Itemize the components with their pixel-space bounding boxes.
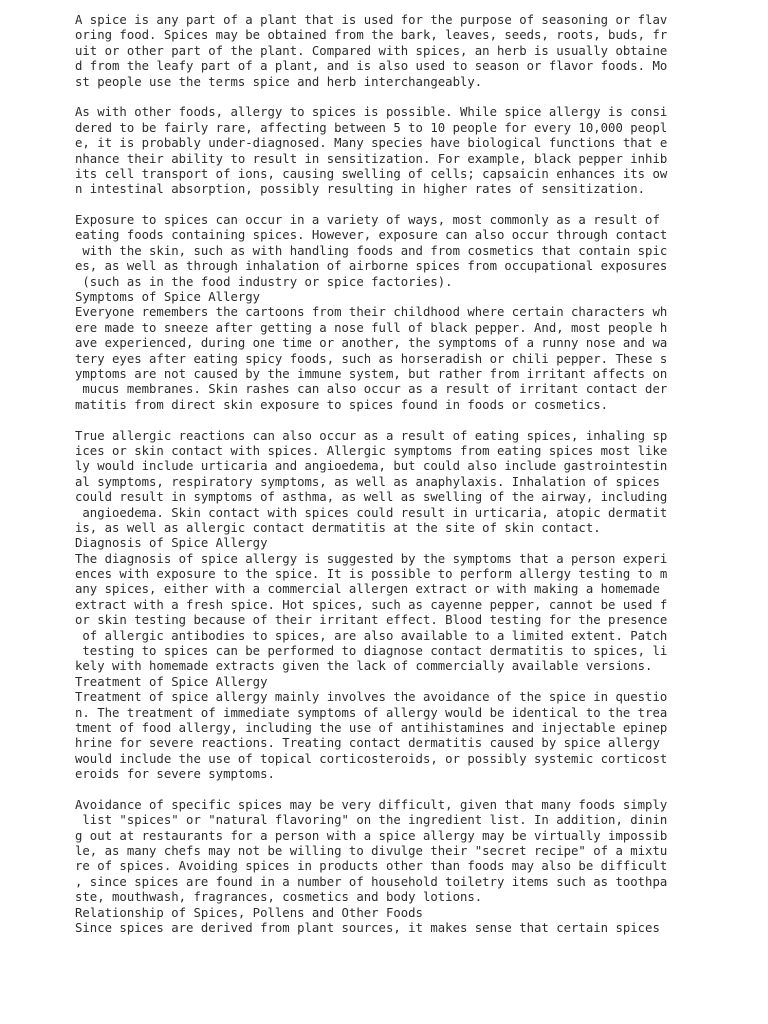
text-line: ere made to sneeze after getting a nose full of black pepper. And, most people h <box>75 320 668 335</box>
text-line: Exposure to spices can occur in a variety of ways, most commonly as a result of <box>75 213 660 228</box>
text-line: Relationship of Spices, Pollens and Other Foods <box>75 905 423 920</box>
text-line: kely with homemade extracts given the lack of commercially available versions. <box>75 659 653 674</box>
text-line: True allergic reactions can also occur as a result of eating spices, inhaling sp <box>75 428 668 443</box>
text-line: testing to spices can be performed to diagnose contact dermatitis to spices, li <box>75 644 668 659</box>
text-line: (such as in the food industry or spice factories). <box>75 274 453 289</box>
text-line: Symptoms of Spice Allergy <box>75 290 261 305</box>
text-line: or skin testing because of their irritant effect. Blood testing for the presence <box>75 613 668 628</box>
text-line: A spice is any part of a plant that is used for the purpose of seasoning or flav <box>75 13 668 27</box>
text-line: re of spices. Avoiding spices in products other than foods may also be difficult <box>75 859 668 874</box>
text-line: ste, mouthwash, fragrances, cosmetics and body lotions. <box>75 890 483 905</box>
text-line: The diagnosis of spice allergy is suggested by the symptoms that a person experi <box>75 551 668 566</box>
text-line: ave experienced, during one time or another, the symptoms of a runny nose and wa <box>75 336 668 351</box>
text-line: eroids for severe symptoms. <box>75 767 275 782</box>
text-line: mucus membranes. Skin rashes can also occur as a result of irritant contact der <box>75 382 668 397</box>
text-line: Treatment of spice allergy mainly involves the avoidance of the spice in questio <box>75 690 668 705</box>
text-line: ymptoms are not caused by the immune system, but rather from irritant affects on <box>75 366 668 381</box>
blank-line <box>75 413 675 428</box>
text-line: eating foods containing spices. However, exposure can also occur through contact <box>75 228 668 243</box>
text-line: Treatment of Spice Allergy <box>75 674 268 689</box>
text-line: is, as well as allergic contact dermatitis at the site of skin contact. <box>75 520 601 535</box>
document-page <box>75 13 675 936</box>
text-line: of allergic antibodies to spices, are also available to a limited extent. Patch <box>75 628 668 643</box>
text-line: dered to be fairly rare, affecting between 5 to 10 people for every 10,000 peopl <box>75 120 668 135</box>
text-line: , since spices are found in a number of household toiletry items such as toothpa <box>75 874 668 889</box>
text-line: le, as many chefs may not be willing to divulge their "secret recipe" of a mixtu <box>75 844 668 859</box>
text-line: tment of food allergy, including the use of antihistamines and injectable epinep <box>75 720 668 735</box>
text-line: d from the leafy part of a plant, and is also used to season or flavor foods. Mo <box>75 59 668 74</box>
text-line: any spices, either with a commercial allergen extract or with making a homemade <box>75 582 660 597</box>
text-line: its cell transport of ions, causing swelling of cells; capsaicin enhances its ow <box>75 166 668 181</box>
text-line: e, it is probably under-diagnosed. Many species have biological functions that e <box>75 136 668 151</box>
text-line: extract with a fresh spice. Hot spices, such as cayenne pepper, cannot be used f <box>75 597 668 612</box>
text-line: nhance their ability to result in sensitization. For example, black pepper inhib <box>75 151 668 166</box>
text-line: with the skin, such as with handling foods and from cosmetics that contain spic <box>75 243 668 258</box>
text-line: As with other foods, allergy to spices is possible. While spice allergy is consi <box>75 105 668 120</box>
text-line: st people use the terms spice and herb interchangeably. <box>75 74 483 89</box>
blank-line <box>75 90 675 105</box>
text-line: Since spices are derived from plant sources, it makes sense that certain spices <box>75 921 660 936</box>
text-line: Avoidance of specific spices may be very difficult, given that many foods simply <box>75 797 668 812</box>
text-line: list "spices" or "natural flavoring" on the ingredient list. In addition, dinin <box>75 813 668 828</box>
text-line: angioedema. Skin contact with spices could result in urticaria, atopic dermatit <box>75 505 668 520</box>
text-line: n intestinal absorption, possibly resulting in higher rates of sensitization. <box>75 182 646 197</box>
text-line: ly would include urticaria and angioedema, but could also include gastrointestin <box>75 459 668 474</box>
text-line: n. The treatment of immediate symptoms of allergy would be identical to the trea <box>75 705 668 720</box>
text-line: al symptoms, respiratory symptoms, as well as anaphylaxis. Inhalation of spices <box>75 474 660 489</box>
text-line: oring food. Spices may be obtained from the bark, leaves, seeds, roots, buds, fr <box>75 28 668 43</box>
text-line: Everyone remembers the cartoons from their childhood where certain characters wh <box>75 305 668 320</box>
text-line: would include the use of topical corticosteroids, or possibly systemic corticost <box>75 751 668 766</box>
text-line: g out at restaurants for a person with a spice allergy may be virtually impossib <box>75 828 668 843</box>
blank-line <box>75 783 675 798</box>
blank-line <box>75 198 675 213</box>
text-line: ences with exposure to the spice. It is possible to perform allergy testing to m <box>75 567 668 582</box>
text-line: ices or skin contact with spices. Allergic symptoms from eating spices most like <box>75 443 668 458</box>
text-line: matitis from direct skin exposure to spices found in foods or cosmetics. <box>75 397 609 412</box>
text-line: es, as well as through inhalation of airborne spices from occupational exposures <box>75 259 668 274</box>
text-line: tery eyes after eating spicy foods, such as horseradish or chili pepper. These s <box>75 351 668 366</box>
text-line: Diagnosis of Spice Allergy <box>75 536 268 551</box>
text-line: uit or other part of the plant. Compared with spices, an herb is usually obtaine <box>75 43 668 58</box>
text-line: hrine for severe reactions. Treating contact dermatitis caused by spice allergy <box>75 736 660 751</box>
text-line: could result in symptoms of asthma, as well as swelling of the airway, including <box>75 490 668 505</box>
